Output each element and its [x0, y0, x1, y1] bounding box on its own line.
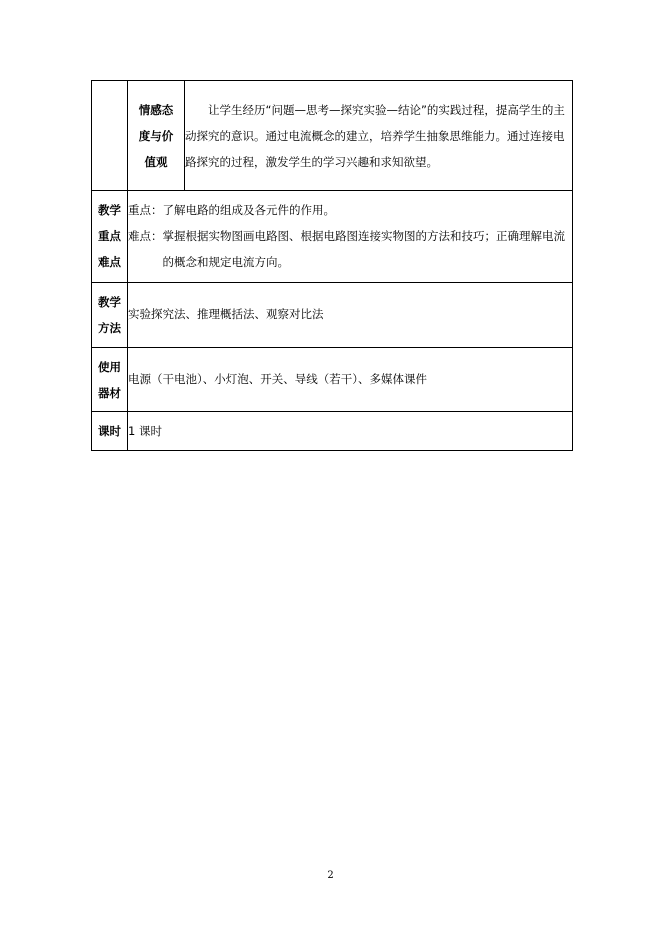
- attitude-text: 让学生经历“问题—思考—探究实验—结论”的实践过程，提高学生的主动探究的意识。通过电流概念的建立，培养学生抽象思维能力。通过连接电路探究的过程，激发学生的学习兴趣和求知欲望。: [185, 81, 573, 191]
- row-period: [92, 412, 573, 451]
- attitude-label: 情感态 度与价 值观: [128, 81, 185, 191]
- difficulty-text: 难点：掌握根据实物图画电路图、根据电路图连接实物图的方法和技巧；正确理解电流的概念和规定电流方向。: [128, 229, 565, 269]
- row-attitude: [92, 81, 573, 191]
- equipment-label: 使用 器材: [92, 348, 128, 412]
- method-label: 教学 方法: [92, 283, 128, 348]
- equipment-text: 电源（干电池）、小灯泡、开关、导线（若干）、多媒体课件: [128, 348, 573, 412]
- row-focus: [92, 191, 573, 283]
- period-text: 1 课时: [128, 412, 573, 451]
- row-method: [92, 283, 573, 348]
- focus-label: 教学 重点 难点: [92, 191, 128, 283]
- focus-content: [128, 191, 573, 283]
- blank-cell: [92, 81, 128, 191]
- page-number: 2: [327, 870, 334, 881]
- period-label: 课时: [92, 412, 128, 451]
- lesson-plan-table: [91, 80, 573, 451]
- row-equipment: [92, 348, 573, 412]
- key-point-text: 重点：了解电路的组成及各元件的作用。: [128, 203, 335, 217]
- method-text: 实验探究法、推理概括法、观察对比法: [128, 283, 573, 348]
